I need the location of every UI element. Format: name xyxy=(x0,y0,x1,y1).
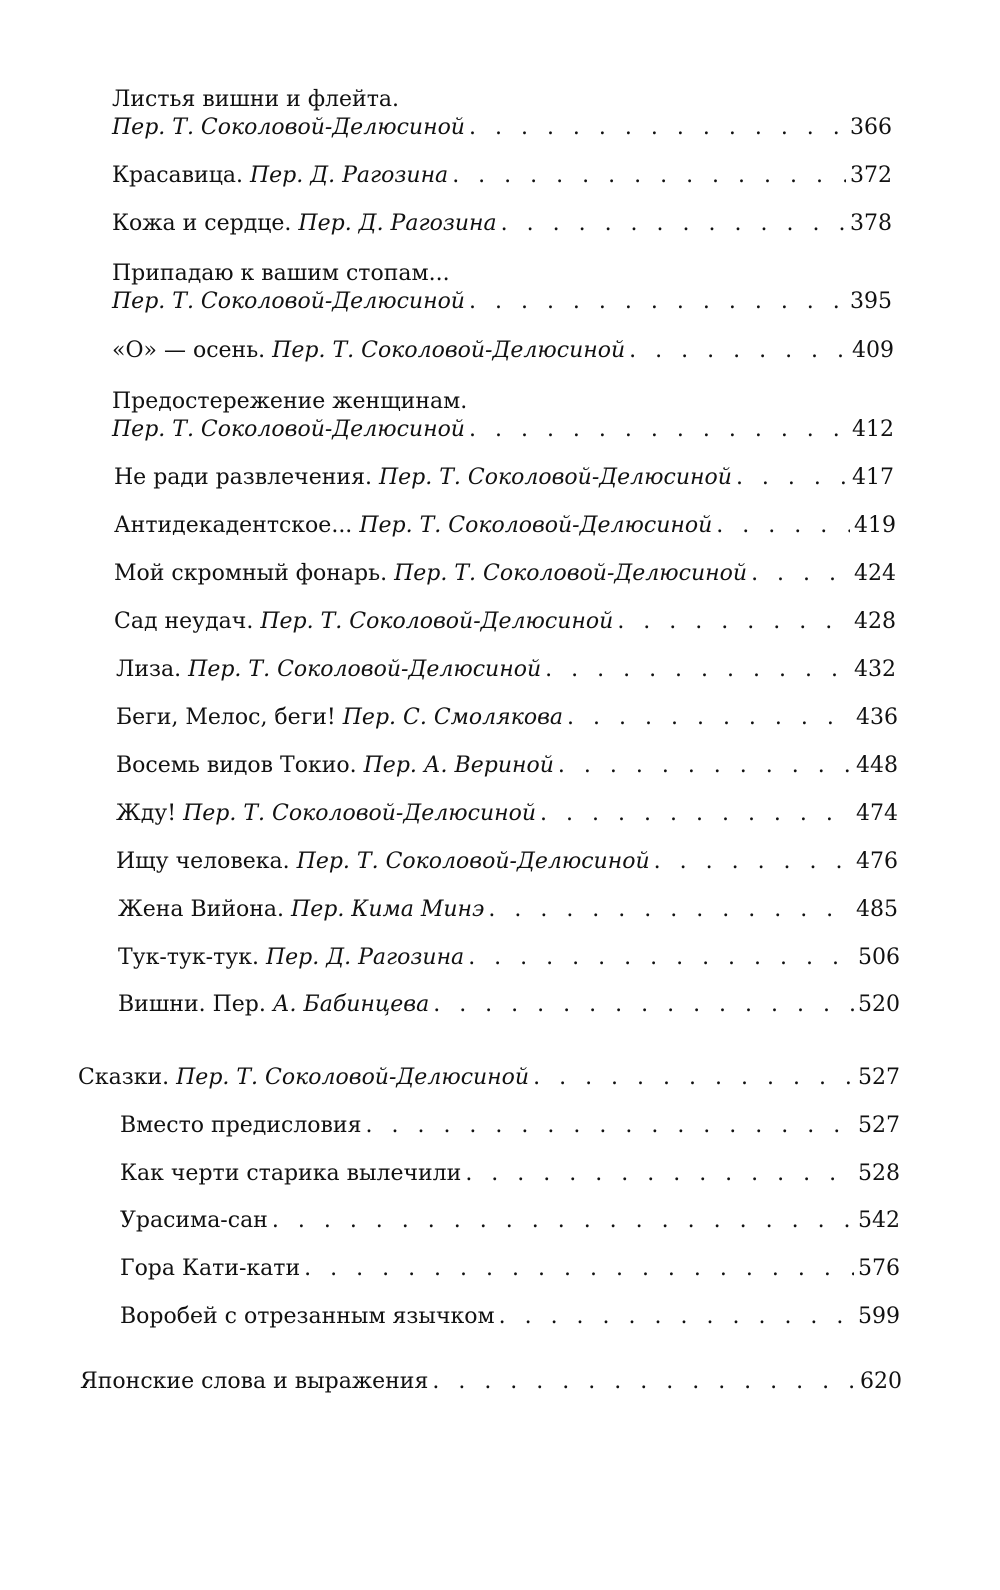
leader-dots xyxy=(540,800,852,828)
leader-dots xyxy=(501,210,846,238)
leader-dots xyxy=(432,1368,856,1396)
entry-title: Ищу человека. xyxy=(116,849,290,874)
page-number: 620 xyxy=(860,1369,902,1394)
entry-translator: Пер. Т. Соколовой-Делюсиной xyxy=(112,115,465,140)
leader-dots xyxy=(736,464,848,492)
leader-dots xyxy=(488,896,852,924)
entry-title: Восемь видов Токио. xyxy=(116,753,357,778)
entry-translator: Пер. Т. Соколовой-Делюсиной xyxy=(183,801,537,826)
leader-dots xyxy=(304,1255,854,1283)
page-number: 432 xyxy=(854,657,896,682)
entry-translator: Пер. С. Смолякова xyxy=(342,705,564,730)
page-number: 528 xyxy=(858,1161,900,1186)
leader-dots xyxy=(469,416,848,444)
leader-dots xyxy=(465,1160,854,1188)
entry-title: Воробей с отрезанным язычком xyxy=(120,1304,495,1329)
toc-entry xyxy=(120,1160,900,1188)
entry-title: Кожа и сердце. xyxy=(112,211,292,236)
entry-title: Антидекадентское... xyxy=(114,513,353,538)
leader-dots xyxy=(452,162,846,190)
entry-title: Не ради развлечения. xyxy=(114,465,372,490)
leader-dots xyxy=(617,608,850,636)
page-number: 527 xyxy=(858,1113,900,1138)
toc-entry xyxy=(118,944,900,972)
entry-title: Припадаю к вашим стопам... xyxy=(112,261,450,286)
page-number: 372 xyxy=(850,163,892,188)
toc-entry xyxy=(120,1112,900,1140)
toc-entry xyxy=(114,464,894,492)
toc-entry xyxy=(120,1207,900,1235)
entry-title: «О» — осень. xyxy=(112,338,266,363)
toc-entry xyxy=(118,896,898,924)
entry-translator: Пер. Т. Соколовой-Делюсиной xyxy=(296,849,650,874)
toc-entry xyxy=(118,991,900,1019)
page-number: 474 xyxy=(856,801,898,826)
entry-title: Мой скромный фонарь. xyxy=(114,561,388,586)
leader-dots xyxy=(545,656,850,684)
leader-dots xyxy=(468,944,854,972)
page-number: 527 xyxy=(858,1065,900,1090)
entry-title: Урасима-сан xyxy=(120,1208,268,1233)
entry-translator: Пер. Т. Соколовой-Делюсиной xyxy=(112,289,465,314)
toc-section xyxy=(80,1368,902,1396)
page-number: 409 xyxy=(852,338,894,363)
toc-entry xyxy=(116,800,898,828)
entry-title: Вместо предисловия xyxy=(120,1113,362,1138)
page-number: 576 xyxy=(858,1256,900,1281)
entry-translator: Пер. Т. Соколовой-Делюсиной xyxy=(272,338,626,363)
entry-title: Предостережение женщинам. xyxy=(112,389,468,414)
toc-entry xyxy=(112,86,892,142)
entry-translator: Пер. Т. Соколовой-Делюсиной xyxy=(188,657,542,682)
entry-translator: Пер. Т. Соколовой-Делюсиной xyxy=(176,1065,530,1090)
page-number: 436 xyxy=(856,705,898,730)
entry-title: Беги, Мелос, беги! xyxy=(116,705,336,730)
page-number: 428 xyxy=(854,609,896,634)
entry-translator: Пер. Т. Соколовой-Делюсиной xyxy=(112,417,465,442)
toc-entry xyxy=(120,1303,900,1331)
toc-entry xyxy=(112,162,892,190)
toc-entry xyxy=(116,656,896,684)
page-number: 520 xyxy=(858,992,900,1017)
page-number: 412 xyxy=(852,417,894,442)
entry-title: Как черти старика вылечили xyxy=(120,1161,462,1186)
entry-translator: Пер. А. Вериной xyxy=(363,753,554,778)
leader-dots xyxy=(629,337,848,365)
entry-translator: Пер. Т. Соколовой-Делюсиной xyxy=(394,561,748,586)
page-number: 448 xyxy=(856,753,898,778)
page-number: 599 xyxy=(858,1304,900,1329)
entry-translator: Пер. Д. Рагозина xyxy=(249,163,449,188)
entry-translator: Пер. Т. Соколовой-Делюсиной xyxy=(359,513,713,538)
entry-title: Вишни. Пер. xyxy=(118,992,266,1017)
page-number: 395 xyxy=(850,289,892,314)
page-number: 419 xyxy=(854,513,896,538)
leader-dots xyxy=(365,1112,854,1140)
toc-entry xyxy=(116,848,898,876)
toc-entry xyxy=(114,512,896,540)
entry-translator: Пер. Т. Соколовой-Делюсиной xyxy=(260,609,614,634)
toc-entry xyxy=(112,210,892,238)
leader-dots xyxy=(272,1207,854,1235)
entry-translator: Пер. Т. Соколовой-Делюсиной xyxy=(378,465,732,490)
leader-dots xyxy=(469,288,846,316)
page-number: 542 xyxy=(858,1208,900,1233)
entry-title: Жена Вийона. xyxy=(118,897,285,922)
leader-dots xyxy=(499,1303,854,1331)
entry-title: Сад неудач. xyxy=(114,609,254,634)
page-number: 378 xyxy=(850,211,892,236)
entry-title: Гора Кати-кати xyxy=(120,1256,301,1281)
entry-title: Тук-тук-тук. xyxy=(118,945,259,970)
leader-dots xyxy=(533,1064,854,1092)
entry-translator: Пер. Кима Минэ xyxy=(291,897,485,922)
toc-entry xyxy=(114,608,896,636)
toc-section xyxy=(78,1064,900,1092)
page-number: 485 xyxy=(856,897,898,922)
entry-translator: Пер. Д. Рагозина xyxy=(298,211,497,236)
page-number: 476 xyxy=(856,849,898,874)
page-number: 506 xyxy=(858,945,900,970)
toc-entry xyxy=(116,704,898,732)
section-title: Японские слова и выражения xyxy=(80,1369,429,1394)
entry-title: Жду! xyxy=(116,801,177,826)
page-number: 366 xyxy=(850,115,892,140)
toc-entry xyxy=(112,388,894,444)
toc-entry xyxy=(116,752,898,780)
entry-title: Лиза. xyxy=(116,657,182,682)
leader-dots xyxy=(716,512,850,540)
toc-entry xyxy=(112,260,892,316)
page-number: 424 xyxy=(854,561,896,586)
leader-dots xyxy=(558,752,852,780)
entry-title: Листья вишни и флейта. xyxy=(112,87,399,112)
section-title: Сказки. xyxy=(78,1065,170,1090)
toc-entry xyxy=(114,560,896,588)
leader-dots xyxy=(567,704,852,732)
leader-dots xyxy=(433,991,854,1019)
leader-dots xyxy=(654,848,852,876)
toc-entry xyxy=(112,337,894,365)
leader-dots xyxy=(469,114,846,142)
toc-entry xyxy=(120,1255,900,1283)
page-number: 417 xyxy=(852,465,894,490)
entry-translator: А. Бабинцева xyxy=(272,992,430,1017)
leader-dots xyxy=(751,560,850,588)
entry-translator: Пер. Д. Рагозина xyxy=(265,945,465,970)
entry-title: Красавица. xyxy=(112,163,243,188)
